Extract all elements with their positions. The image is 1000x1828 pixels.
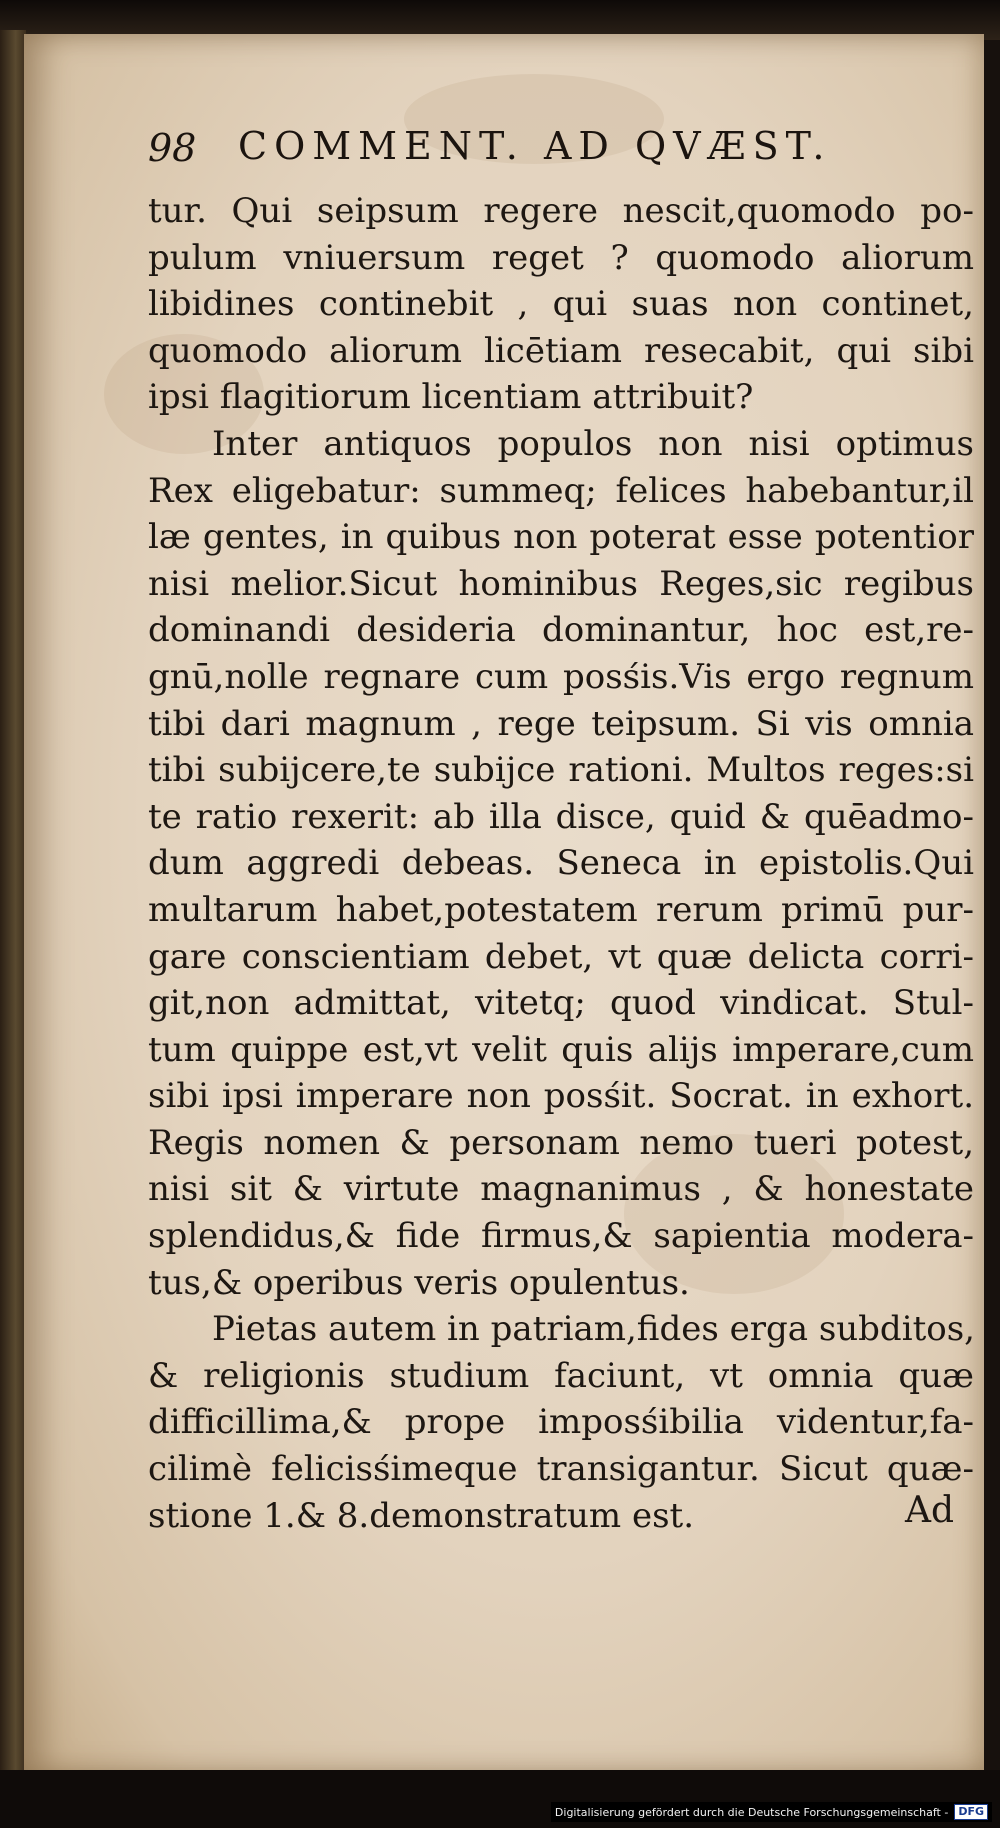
text-line: gnū,nolle regnare cum posśis.Vis ergo regnum <box>148 656 974 697</box>
text-line: libidines continebit , qui suas non continet, <box>148 284 974 325</box>
paragraph-start-line: Inter antiquos populos non nisi optimus <box>212 423 974 464</box>
text-line: te ratio rexerit: ab illa disce, quid & quēadmo- <box>148 796 974 837</box>
text-line: læ gentes, in quibus non poterat esse potentior <box>148 517 974 558</box>
credit-text: Digitalisierung gefördert durch die Deutsche Forschungsgemeinschaft - <box>554 1805 949 1819</box>
text-line: pulum vniuersum reget ? quomodo aliorum <box>148 237 974 278</box>
catchword: Ad <box>905 1490 955 1531</box>
text-line: gare conscientiam debet, vt quæ delicta corri- <box>148 936 974 977</box>
text-line: tum quippe est,vt velit quis alijs imperare,cum <box>148 1029 974 1070</box>
text-line: dum aggredi debeas. Seneca in epistolis.Qui <box>148 843 974 884</box>
text-line: tur. Qui seipsum regere nescit,quomodo po- <box>148 191 974 231</box>
body-text <box>148 188 974 1539</box>
text-line: quomodo aliorum licētiam resecabit, qui sibi <box>148 330 974 371</box>
running-head-title: COMMENT. AD QVÆST. <box>238 124 832 168</box>
text-line: Regis nomen & personam nemo tueri potest, <box>148 1122 974 1163</box>
text-line: ipsi flagitiorum licentiam attribuit? <box>148 377 754 418</box>
text-line: nisi melior.Sicut hominibus Reges,sic regibus <box>148 563 974 604</box>
text-line: tus,& operibus veris opulentus. <box>148 1262 690 1303</box>
book-spine-edge <box>0 30 26 1790</box>
digitization-credit <box>551 1802 992 1822</box>
text-line: Rex eligebatur: summeq; felices habebantur,il <box>148 470 974 511</box>
text-line: nisi sit & virtute magnanimus , & honestate <box>148 1169 974 1210</box>
text-line: sibi ipsi imperare non posśit. Socrat. in exhort. <box>148 1076 974 1117</box>
page-number: 98 <box>148 126 197 170</box>
text-line: git,non admittat, vitetq; quod vindicat. Stul- <box>148 983 974 1024</box>
text-line: & religionis studium faciunt, vt omnia quæ <box>148 1355 974 1396</box>
paragraph-start-line: Pietas autem in patriam,fides erga subditos, <box>212 1309 975 1350</box>
text-line: dominandi desideria dominantur, hoc est,re- <box>148 610 974 651</box>
text-line: multarum habet,potestatem rerum primū pur- <box>148 889 974 930</box>
running-head <box>148 120 868 180</box>
text-line: stione 1.& 8.demonstratum est. <box>148 1495 695 1536</box>
text-line: difficillima,& prope imposśibilia videntur,fa- <box>148 1402 974 1443</box>
text-line: tibi subijcere,te subijce rationi. Multos reges:si <box>148 750 974 791</box>
text-line: cilimè felicisśimeque transigantur. Sicut quæ- <box>148 1449 974 1490</box>
dfg-logo-icon: DFG <box>954 1804 988 1820</box>
text-line: splendidus,& fide firmus,& sapientia modera- <box>148 1216 974 1257</box>
text-line: tibi dari magnum , rege teipsum. Si vis omnia <box>148 703 974 744</box>
